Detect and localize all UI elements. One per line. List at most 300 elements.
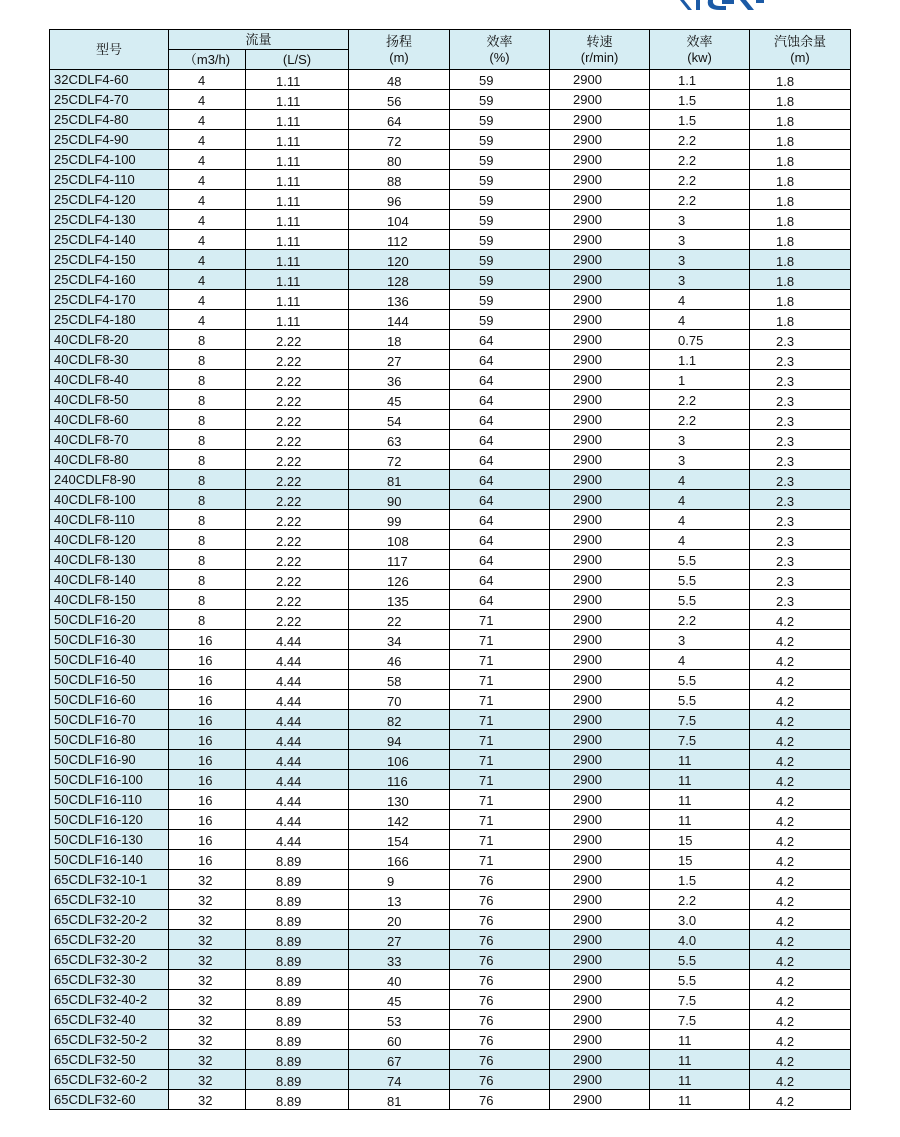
speed-cell: 2900 [550,310,650,330]
flow-m3h-cell: 8 [169,430,246,450]
head-cell: 22 [349,610,450,630]
table-row [50,650,851,670]
flow-ls-cell: 1.11 [246,190,349,210]
npsh-cell: 4.2 [750,1090,851,1110]
flow-ls-cell: 4.44 [246,750,349,770]
head-cell: 117 [349,550,450,570]
npsh-cell: 4.2 [750,950,851,970]
power-cell: 4.0 [650,930,750,950]
table-row [50,670,851,690]
power-cell: 7.5 [650,710,750,730]
power-cell: 7.5 [650,1010,750,1030]
power-cell: 4 [650,490,750,510]
npsh-cell: 4.2 [750,970,851,990]
model-cell: 50CDLF16-40 [50,650,169,670]
head-cell: 154 [349,830,450,850]
power-cell: 3.0 [650,910,750,930]
speed-cell: 2900 [550,1090,650,1110]
head-cell: 135 [349,590,450,610]
npsh-cell: 1.8 [750,130,851,150]
efficiency-cell: 71 [450,830,550,850]
efficiency-cell: 71 [450,730,550,750]
table-row [50,590,851,610]
npsh-cell: 4.2 [750,910,851,930]
header-power-label: 效率 [686,33,713,49]
power-cell: 15 [650,850,750,870]
model-cell: 240CDLF8-90 [50,470,169,490]
table-row [50,1070,851,1090]
flow-m3h-cell: 4 [169,290,246,310]
flow-m3h-cell: 32 [169,1050,246,1070]
speed-cell: 2900 [550,490,650,510]
table-row [50,230,851,250]
npsh-cell: 1.8 [750,250,851,270]
efficiency-cell: 59 [450,190,550,210]
speed-cell: 2900 [550,650,650,670]
table-row [50,370,851,390]
npsh-cell: 4.2 [750,1050,851,1070]
flow-ls-cell: 2.22 [246,330,349,350]
npsh-cell: 4.2 [750,730,851,750]
flow-ls-cell: 4.44 [246,810,349,830]
model-cell: 25CDLF4-170 [50,290,169,310]
power-cell: 5.5 [650,950,750,970]
flow-m3h-cell: 16 [169,790,246,810]
power-cell: 0.75 [650,330,750,350]
flow-ls-cell: 1.11 [246,290,349,310]
power-cell: 4 [650,470,750,490]
header-npsh-unit: (m) [790,49,810,65]
head-cell: 120 [349,250,450,270]
efficiency-cell: 64 [450,350,550,370]
flow-ls-cell: 4.44 [246,770,349,790]
flow-m3h-cell: 32 [169,990,246,1010]
npsh-cell: 2.3 [750,450,851,470]
npsh-cell: 1.8 [750,190,851,210]
efficiency-cell: 71 [450,710,550,730]
npsh-cell: 4.2 [750,1010,851,1030]
model-cell: 40CDLF8-140 [50,570,169,590]
speed-cell: 2900 [550,90,650,110]
efficiency-cell: 59 [450,250,550,270]
speed-cell: 2900 [550,1010,650,1030]
table-row [50,270,851,290]
npsh-cell: 1.8 [750,210,851,230]
npsh-cell: 4.2 [750,930,851,950]
head-cell: 60 [349,1030,450,1050]
power-cell: 3 [650,630,750,650]
speed-cell: 2900 [550,630,650,650]
speed-cell: 2900 [550,370,650,390]
table-row [50,710,851,730]
speed-cell: 2900 [550,230,650,250]
header-head-unit: (m) [389,49,409,65]
efficiency-cell: 76 [450,970,550,990]
speed-cell: 2900 [550,70,650,90]
flow-ls-cell: 1.11 [246,110,349,130]
flow-ls-cell: 1.11 [246,150,349,170]
npsh-cell: 4.2 [750,630,851,650]
efficiency-cell: 64 [450,550,550,570]
flow-ls-cell: 1.11 [246,310,349,330]
head-cell: 108 [349,530,450,550]
table-row [50,350,851,370]
table-row [50,530,851,550]
head-cell: 58 [349,670,450,690]
npsh-cell: 4.2 [750,1030,851,1050]
flow-ls-cell: 2.22 [246,570,349,590]
header-power-unit: (kw) [687,49,712,65]
speed-cell: 2900 [550,970,650,990]
npsh-cell: 1.8 [750,230,851,250]
efficiency-cell: 64 [450,510,550,530]
power-cell: 11 [650,770,750,790]
npsh-cell: 4.2 [750,770,851,790]
head-cell: 45 [349,990,450,1010]
efficiency-cell: 64 [450,430,550,450]
table-row [50,850,851,870]
head-cell: 136 [349,290,450,310]
model-cell: 25CDLF4-70 [50,90,169,110]
flow-m3h-cell: 4 [169,110,246,130]
power-cell: 2.2 [650,390,750,410]
flow-ls-cell: 4.44 [246,650,349,670]
model-cell: 25CDLF4-130 [50,210,169,230]
efficiency-cell: 64 [450,590,550,610]
speed-cell: 2900 [550,590,650,610]
model-cell: 50CDLF16-100 [50,770,169,790]
speed-cell: 2900 [550,450,650,470]
model-cell: 40CDLF8-70 [50,430,169,450]
flow-ls-cell: 2.22 [246,490,349,510]
npsh-cell: 4.2 [750,890,851,910]
model-cell: 40CDLF8-60 [50,410,169,430]
efficiency-cell: 64 [450,470,550,490]
npsh-cell: 2.3 [750,330,851,350]
speed-cell: 2900 [550,770,650,790]
table-row [50,190,851,210]
efficiency-cell: 76 [450,890,550,910]
speed-cell: 2900 [550,250,650,270]
table-row [50,690,851,710]
header-efficiency-label: 效率 [486,33,513,49]
speed-cell: 2900 [550,170,650,190]
npsh-cell: 4.2 [750,650,851,670]
head-cell: 112 [349,230,450,250]
efficiency-cell: 71 [450,610,550,630]
flow-ls-cell: 8.89 [246,1050,349,1070]
efficiency-cell: 59 [450,90,550,110]
flow-m3h-cell: 32 [169,1070,246,1090]
power-cell: 4 [650,310,750,330]
table-row [50,950,851,970]
model-cell: 50CDLF16-130 [50,830,169,850]
flow-m3h-cell: 4 [169,270,246,290]
flow-m3h-cell: 4 [169,70,246,90]
speed-cell: 2900 [550,150,650,170]
power-cell: 2.2 [650,890,750,910]
model-cell: 50CDLF16-140 [50,850,169,870]
table-row [50,450,851,470]
flow-m3h-cell: 16 [169,810,246,830]
model-cell: 50CDLF16-110 [50,790,169,810]
table-row [50,130,851,150]
flow-m3h-cell: 32 [169,1010,246,1030]
power-cell: 4 [650,510,750,530]
model-cell: 40CDLF8-130 [50,550,169,570]
model-cell: 32CDLF4-60 [50,70,169,90]
speed-cell: 2900 [550,730,650,750]
power-cell: 1.5 [650,90,750,110]
header-speed [550,30,650,70]
npsh-cell: 4.2 [750,690,851,710]
npsh-cell: 4.2 [750,1070,851,1090]
npsh-cell: 1.8 [750,90,851,110]
efficiency-cell: 71 [450,850,550,870]
speed-cell: 2900 [550,430,650,450]
flow-m3h-cell: 4 [169,210,246,230]
head-cell: 72 [349,130,450,150]
model-cell: 25CDLF4-100 [50,150,169,170]
speed-cell: 2900 [550,890,650,910]
npsh-cell: 2.3 [750,590,851,610]
npsh-cell: 2.3 [750,410,851,430]
model-cell: 50CDLF16-70 [50,710,169,730]
model-cell: 50CDLF16-120 [50,810,169,830]
head-cell: 82 [349,710,450,730]
model-cell: 40CDLF8-20 [50,330,169,350]
efficiency-cell: 64 [450,390,550,410]
head-cell: 33 [349,950,450,970]
flow-ls-cell: 1.11 [246,210,349,230]
npsh-cell: 2.3 [750,510,851,530]
flow-ls-cell: 4.44 [246,690,349,710]
efficiency-cell: 76 [450,950,550,970]
flow-ls-cell: 2.22 [246,470,349,490]
table-row [50,390,851,410]
efficiency-cell: 59 [450,170,550,190]
model-cell: 50CDLF16-90 [50,750,169,770]
speed-cell: 2900 [550,290,650,310]
speed-cell: 2900 [550,670,650,690]
flow-ls-cell: 8.89 [246,870,349,890]
flow-m3h-cell: 8 [169,370,246,390]
npsh-cell: 1.8 [750,270,851,290]
npsh-cell: 2.3 [750,550,851,570]
head-cell: 88 [349,170,450,190]
table-row [50,310,851,330]
npsh-cell: 4.2 [750,990,851,1010]
table-row [50,430,851,450]
table-body [50,70,851,1110]
flow-m3h-cell: 16 [169,750,246,770]
power-cell: 11 [650,1090,750,1110]
power-cell: 11 [650,790,750,810]
table-row [50,1050,851,1070]
flow-ls-cell: 8.89 [246,990,349,1010]
npsh-cell: 1.8 [750,150,851,170]
table-row [50,790,851,810]
power-cell: 2.2 [650,150,750,170]
head-cell: 96 [349,190,450,210]
speed-cell: 2900 [550,850,650,870]
flow-ls-cell: 2.22 [246,510,349,530]
model-cell: 40CDLF8-50 [50,390,169,410]
flow-m3h-cell: 8 [169,550,246,570]
speed-cell: 2900 [550,870,650,890]
head-cell: 67 [349,1050,450,1070]
power-cell: 11 [650,1050,750,1070]
model-cell: 40CDLF8-120 [50,530,169,550]
model-cell: 25CDLF4-90 [50,130,169,150]
speed-cell: 2900 [550,1050,650,1070]
flow-m3h-cell: 16 [169,650,246,670]
power-cell: 2.2 [650,410,750,430]
efficiency-cell: 64 [450,570,550,590]
speed-cell: 2900 [550,830,650,850]
flow-m3h-cell: 4 [169,130,246,150]
speed-cell: 2900 [550,550,650,570]
efficiency-cell: 71 [450,750,550,770]
npsh-cell: 2.3 [750,570,851,590]
power-cell: 7.5 [650,730,750,750]
flow-ls-cell: 1.11 [246,250,349,270]
flow-m3h-cell: 4 [169,170,246,190]
speed-cell: 2900 [550,330,650,350]
flow-m3h-cell: 4 [169,90,246,110]
head-cell: 20 [349,910,450,930]
head-cell: 142 [349,810,450,830]
table-row [50,870,851,890]
power-cell: 5.5 [650,690,750,710]
efficiency-cell: 59 [450,270,550,290]
head-cell: 27 [349,930,450,950]
flow-m3h-cell: 4 [169,150,246,170]
model-cell: 65CDLF32-50-2 [50,1030,169,1050]
efficiency-cell: 76 [450,910,550,930]
flow-ls-cell: 4.44 [246,670,349,690]
table-row [50,1010,851,1030]
npsh-cell: 1.8 [750,290,851,310]
flow-ls-cell: 4.44 [246,730,349,750]
power-cell: 5.5 [650,570,750,590]
head-cell: 126 [349,570,450,590]
flow-m3h-cell: 8 [169,570,246,590]
efficiency-cell: 59 [450,130,550,150]
model-cell: 25CDLF4-120 [50,190,169,210]
speed-cell: 2900 [550,510,650,530]
flow-m3h-cell: 8 [169,470,246,490]
head-cell: 116 [349,770,450,790]
flow-m3h-cell: 4 [169,250,246,270]
table-row [50,750,851,770]
head-cell: 72 [349,450,450,470]
table-row [50,490,851,510]
table-row [50,110,851,130]
table-row [50,150,851,170]
flow-m3h-cell: 16 [169,770,246,790]
model-cell: 65CDLF32-10 [50,890,169,910]
efficiency-cell: 76 [450,930,550,950]
header-power [650,30,750,70]
table-row [50,730,851,750]
npsh-cell: 4.2 [750,790,851,810]
head-cell: 54 [349,410,450,430]
efficiency-cell: 71 [450,810,550,830]
flow-ls-cell: 1.11 [246,230,349,250]
flow-m3h-cell: 32 [169,950,246,970]
efficiency-cell: 76 [450,1090,550,1110]
model-cell: 65CDLF32-50 [50,1050,169,1070]
efficiency-cell: 71 [450,630,550,650]
flow-m3h-cell: 32 [169,890,246,910]
model-cell: 50CDLF16-80 [50,730,169,750]
flow-m3h-cell: 8 [169,610,246,630]
speed-cell: 2900 [550,410,650,430]
header-flow: 流量 [169,30,349,50]
header-speed-label: 转速 [586,33,613,49]
speed-cell: 2900 [550,1070,650,1090]
efficiency-cell: 59 [450,210,550,230]
speed-cell: 2900 [550,570,650,590]
flow-ls-cell: 4.44 [246,710,349,730]
head-cell: 80 [349,150,450,170]
efficiency-cell: 59 [450,310,550,330]
table-row [50,90,851,110]
table-row [50,330,851,350]
flow-m3h-cell: 32 [169,1090,246,1110]
flow-m3h-cell: 16 [169,710,246,730]
header-model: 型号 [50,30,169,70]
head-cell: 90 [349,490,450,510]
flow-m3h-cell: 16 [169,670,246,690]
flow-ls-cell: 1.11 [246,270,349,290]
model-cell: 40CDLF8-30 [50,350,169,370]
flow-m3h-cell: 4 [169,230,246,250]
flow-ls-cell: 2.22 [246,390,349,410]
power-cell: 1.1 [650,70,750,90]
head-cell: 53 [349,1010,450,1030]
power-cell: 11 [650,810,750,830]
efficiency-cell: 71 [450,690,550,710]
table-row [50,70,851,90]
efficiency-cell: 64 [450,450,550,470]
head-cell: 63 [349,430,450,450]
flow-ls-cell: 8.89 [246,850,349,870]
flow-m3h-cell: 32 [169,930,246,950]
model-cell: 65CDLF32-40 [50,1010,169,1030]
head-cell: 99 [349,510,450,530]
speed-cell: 2900 [550,530,650,550]
speed-cell: 2900 [550,690,650,710]
flow-m3h-cell: 16 [169,630,246,650]
flow-m3h-cell: 8 [169,510,246,530]
power-cell: 1 [650,370,750,390]
head-cell: 70 [349,690,450,710]
model-cell: 25CDLF4-180 [50,310,169,330]
head-cell: 144 [349,310,450,330]
table-row [50,210,851,230]
npsh-cell: 4.2 [750,670,851,690]
flow-m3h-cell: 32 [169,910,246,930]
model-cell: 65CDLF32-30 [50,970,169,990]
head-cell: 9 [349,870,450,890]
flow-ls-cell: 2.22 [246,350,349,370]
power-cell: 2.2 [650,170,750,190]
flow-ls-cell: 2.22 [246,610,349,630]
power-cell: 3 [650,250,750,270]
power-cell: 11 [650,750,750,770]
